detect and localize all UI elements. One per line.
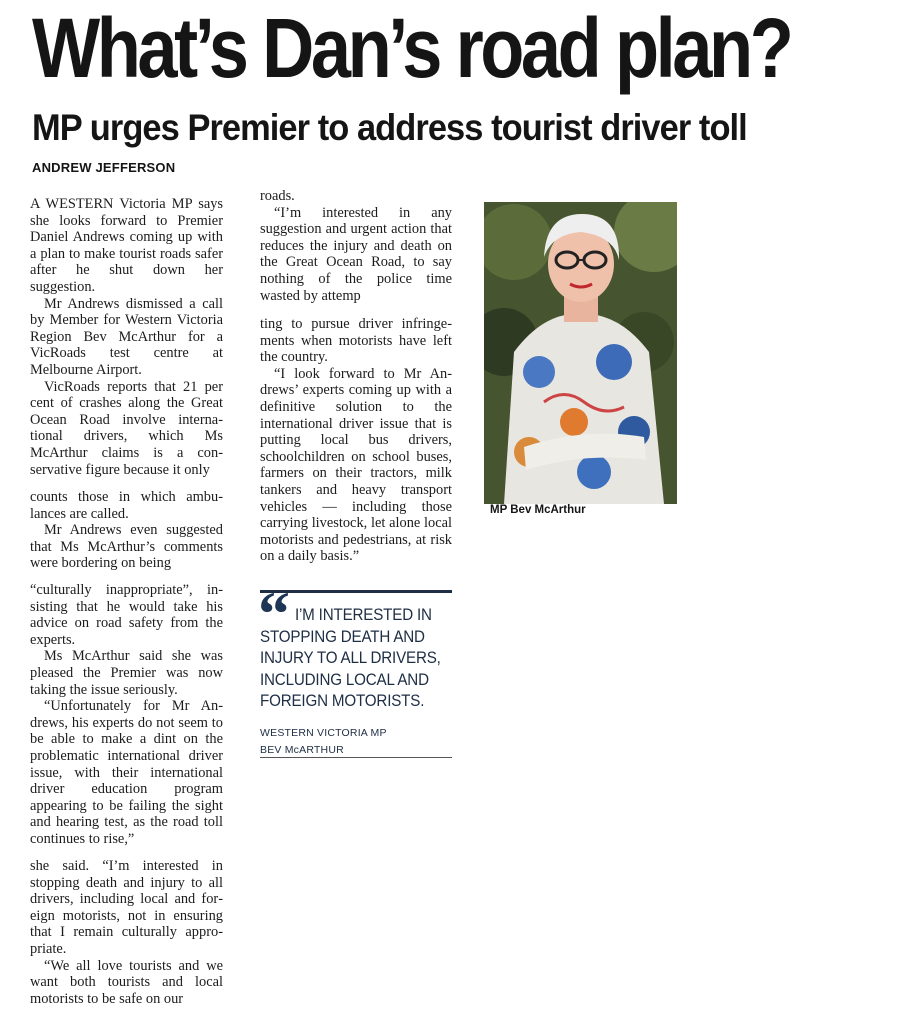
paragraph: Mr Andrews dismissed a call by Member for Western Victoria Region Bev McArthur for a VicRoads test centre at Melbourne Airport. — [30, 295, 223, 378]
byline: ANDREW JEFFERSON — [32, 160, 176, 175]
paragraph: Mr Andrews even suggested that Ms McArthur’s comments were bordering on being — [30, 522, 223, 572]
paragraph: “I look forward to Mr Andrews’ experts coming up with a definitive solution to the international driver issue that is putting local bus drivers, schoolchildren on school buses, farmers on their tractors, milk tankers and heavy transport vehicles — including those carrying livestock, let alone local motorists and pedestrians, at risk on a daily basis.” — [260, 365, 452, 565]
body-column-1-mid — [30, 489, 223, 572]
attribution-title: WESTERN VICTORIA MP — [260, 727, 387, 739]
paragraph: “I’m interested in any suggestion and urgent action that reduces the injury and death on the Great Ocean Road, to say nothing of the police time wasted by attemp — [260, 204, 452, 304]
paragraph: roads. — [260, 188, 295, 204]
body-column-1-top — [30, 196, 223, 478]
photo-caption: MP Bev McArthur — [490, 504, 586, 516]
paragraph: ting to pursue driver infringements when motorists have left the country. — [260, 316, 452, 366]
subheadline: MP urges Premier to address tourist driver toll — [32, 107, 747, 148]
pull-quote-bottom-rule — [260, 757, 452, 758]
pull-quote-attribution — [260, 725, 387, 759]
attribution-name: BEV McARTHUR — [260, 744, 344, 756]
paragraph: “We all love tourists and we want both tourists and local motorists to be safe on our — [30, 957, 223, 1007]
paragraph: “Unfortunately for Mr Andrews, his experts do not seem to be able to make a dint on the problematic international driver issue, with their international driver education program appearing to be failing the sight and hearing test, as the road toll continues to rise,” — [30, 698, 223, 847]
body-column-2-top — [260, 188, 452, 304]
body-column-2-bottom — [260, 316, 452, 565]
body-column-1-lower — [30, 582, 223, 848]
paragraph: counts those in which ambulances are called. — [30, 489, 223, 522]
paragraph: A WESTERN Victoria MP says she looks forward to Premier Daniel Andrews coming up with a plan to make tourist roads safer after he shut down her suggestion. — [30, 196, 223, 295]
portrait-photo — [484, 202, 677, 504]
paragraph: “culturally inappropriate”, insisting that he would take his advice on road safety from the experts. — [30, 582, 223, 648]
pull-quote-text: I’M INTERESTED IN STOPPING DEATH AND INJURY TO ALL DRIVERS, INCLUDING LOCAL AND FOREIGN MOTORISTS. — [260, 606, 441, 710]
headline: What’s Dan’s road plan? — [32, 1, 791, 95]
paragraph: VicRoads reports that 21 per cent of crashes along the Great Ocean Road involve international drivers, which Ms McArthur claims is a conservative figure because it only — [30, 378, 223, 478]
portrait-illustration — [484, 202, 677, 504]
pull-quote — [260, 605, 444, 713]
body-column-1-bottom — [30, 858, 223, 1007]
paragraph: she said. “I’m interested in stopping death and injury to all drivers, including local and foreign motorists, not in ensuring that I remain culturally appropriate. — [30, 858, 223, 957]
quote-mark-icon: “ — [258, 578, 290, 649]
paragraph: Ms McArthur said she was pleased the Premier was now taking the issue seriously. — [30, 648, 223, 698]
